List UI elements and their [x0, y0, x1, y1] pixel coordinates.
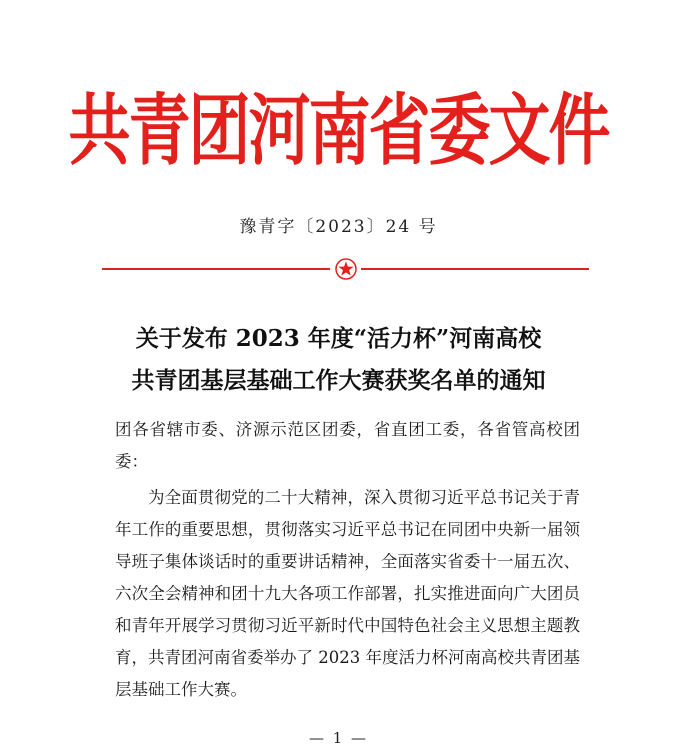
star-icon [335, 258, 357, 280]
red-divider [102, 258, 589, 280]
notice-title-line-2: 共青团基层基础工作大赛获奖名单的通知 [131, 367, 546, 394]
divider-line-right [361, 268, 589, 270]
notice-title [0, 318, 677, 402]
body-paragraph: 为全面贯彻党的二十大精神，深入贯彻习近平总书记关于青年工作的重要思想，贯彻落实习近平总书记在同团中央新一届领导班子集体谈话时的重要讲话精神，全面落实省委十一届五次、六次全会精神和团十九大各项工作部署，扎实推进面向广大团员和青年开展学习贯彻习近平新时代中国特色社会主义思想主题教育，共青团河南省委举办了 2023 年度活力杯河南高校共青团基层基础工作大赛。 [115, 488, 580, 699]
document-number: 豫青字〔2023〕24 号 [239, 217, 438, 237]
salutation: 团各省辖市委、济源示范区团委，省直团工委，各省管高校团委： [115, 420, 580, 471]
issuing-organization-title: 共青团河南省委文件 [68, 84, 609, 176]
notice-title-line-1: 关于发布 2023 年度“活力杯”河南高校 [135, 325, 542, 352]
page-number: — 1 — [308, 729, 369, 747]
divider-line-left [102, 268, 330, 270]
